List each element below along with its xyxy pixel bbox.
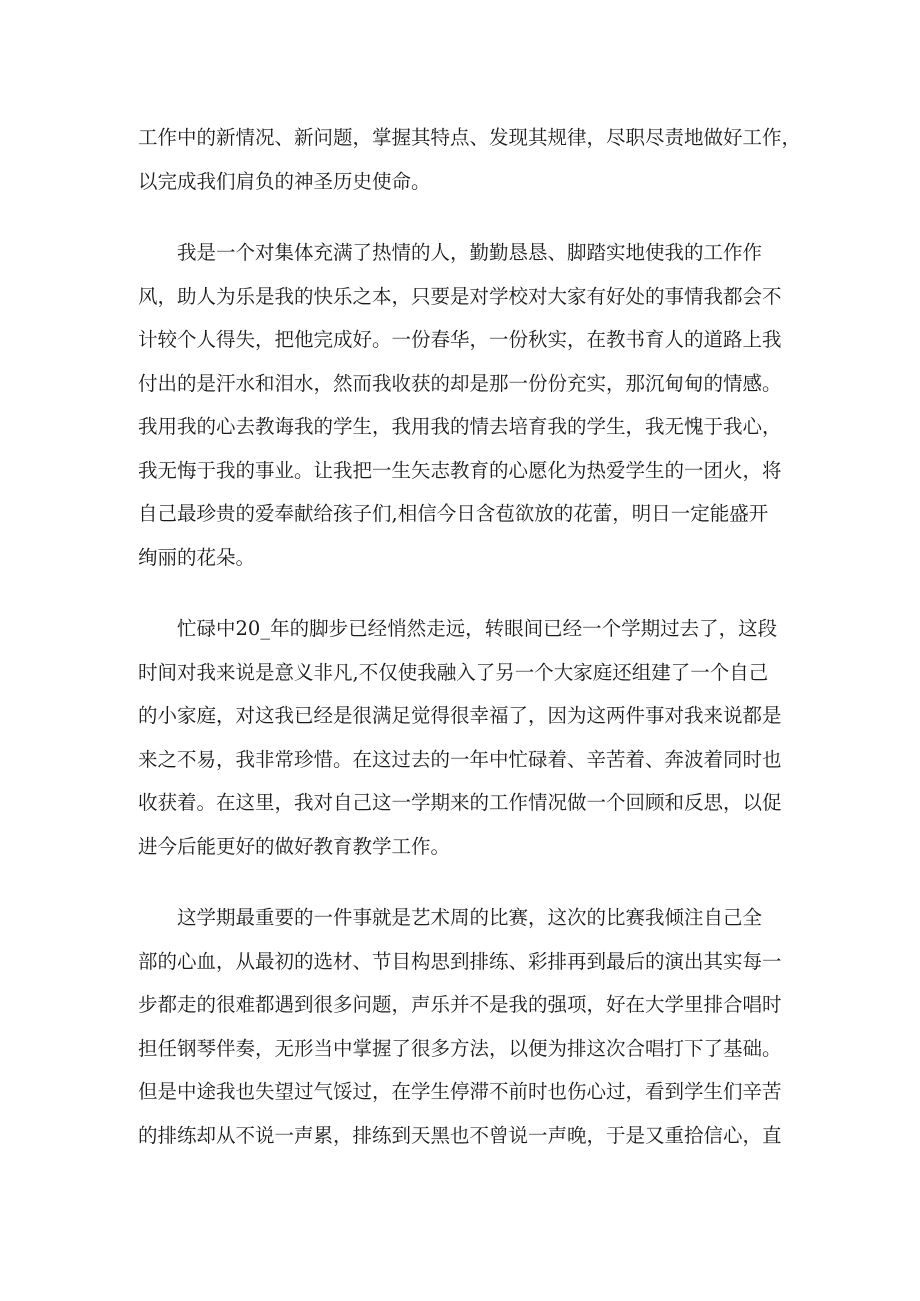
- text-line: 担任钢琴伴奏，无形当中掌握了很多方法，以便为排这次合唱打下了基础。: [138, 1036, 782, 1060]
- text-line: 我用我的心去教诲我的学生，我用我的情去培育我的学生，我无愧于我心，: [138, 415, 782, 438]
- text-line: 付出的是汗水和泪水，然而我收获的却是那一份份充实，那沉甸甸的情感。: [138, 371, 782, 395]
- paragraph-3: [138, 607, 788, 868]
- text-line: 以完成我们肩负的神圣历史使命。: [138, 169, 431, 193]
- text-line: 步都走的很难都遇到很多问题，声乐并不是我的强项，好在大学里排合唱时: [138, 993, 782, 1016]
- text-line: 来之不易，我非常珍惜。在这过去的一年中忙碌着、辛苦着、奔波着同时也: [138, 747, 782, 771]
- text-line: 自己最珍贵的爱奉献给孩子们,相信今日含苞欲放的花蕾，明日一定能盛开: [138, 502, 769, 525]
- paragraph-2: [138, 231, 788, 579]
- document-body: [138, 116, 802, 1157]
- paragraph-4: [138, 896, 788, 1157]
- text-line: 收获着。在这里，我对自己这一学期来的工作情况做一个回顾和反思，以促: [138, 791, 782, 814]
- text-line: 这学期最重要的一件事就是艺术周的比赛，这次的比赛我倾注自己全: [177, 906, 763, 929]
- text-line: 绚丽的花朵。: [138, 545, 256, 569]
- text-line: 风，助人为乐是我的快乐之本，只要是对学校对大家有好处的事情我都会不: [138, 284, 782, 308]
- text-line: 进今后能更好的做好教育教学工作。: [138, 834, 451, 858]
- text-line: 时间对我来说是意义非凡,不仅使我融入了另一个大家庭还组建了一个自己: [138, 660, 769, 684]
- text-line: 部的心血，从最初的选材、节目构思到排练、彩排再到最后的演出其实每一: [138, 949, 782, 973]
- text-line: 的排练却从不说一声累，排练到天黑也不曾说一声晚，于是又重拾信心，直: [138, 1123, 782, 1147]
- text-line: 的小家庭，对这我已经是很满足觉得很幸福了，因为这两件事对我来说都是: [138, 704, 782, 727]
- text-line: 我无悔于我的事业。让我把一生矢志教育的心愿化为热爱学生的一团火，将: [138, 458, 782, 482]
- paragraph-1: [138, 116, 802, 203]
- text-line: 我是一个对集体充满了热情的人，勤勤恳恳、脚踏实地使我的工作作: [177, 241, 763, 264]
- text-line: 工作中的新情况、新问题，掌握其特点、发现其规律，尽职尽责地做好工作，: [138, 126, 802, 149]
- text-line: 忙碌中20_年的脚步已经悄然走远，转眼间已经一个学期过去了，这段: [177, 617, 778, 640]
- text-line: 但是中途我也失望过气馁过，在学生停滞不前时也伤心过，看到学生们辛苦: [138, 1080, 782, 1103]
- text-line: 计较个人得失，把他完成好。一份春华，一份秋实，在教书育人的道路上我: [138, 328, 782, 351]
